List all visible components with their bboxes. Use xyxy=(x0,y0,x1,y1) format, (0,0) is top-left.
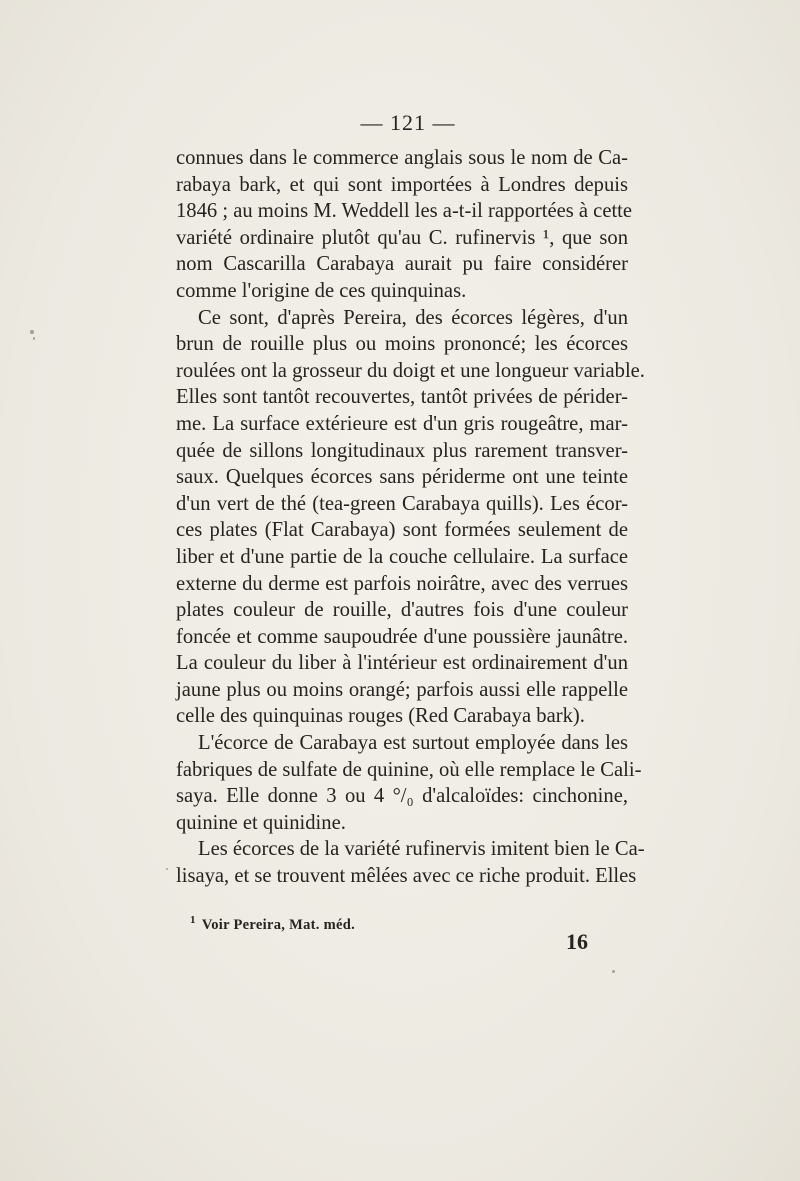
paper-speck xyxy=(612,970,615,973)
footnote-number: 1 xyxy=(190,914,196,926)
text-line: liber et d'une partie de la couche cellulaire. La surface xyxy=(176,545,628,568)
text-line: celle des quinquinas rouges (Red Carabaya bark). xyxy=(176,705,585,728)
paper-speck xyxy=(30,330,34,334)
text-line: quée de sillons longitudinaux plus rarement transver- xyxy=(176,439,628,462)
text-line: foncée et comme saupoudrée d'une poussière jaunâtre. xyxy=(176,625,628,648)
text-line: jaune plus ou moins orangé; parfois aussi elle rappelle xyxy=(176,678,628,701)
paragraph-start-line: L'écorce de Carabaya est surtout employée dans les xyxy=(198,732,628,755)
signature-mark: 16 xyxy=(566,929,588,954)
text-line: fabriques de sulfate de quinine, où elle remplace le Cali- xyxy=(176,758,642,781)
text-line: saux. Quelques écorces sans périderme ont une teinte xyxy=(176,466,628,489)
text-line: 1846 ; au moins M. Weddell les a-t-il rapportées à cette xyxy=(176,200,633,223)
footnote xyxy=(190,914,355,934)
paragraph-start-line: Ce sont, d'après Pereira, des écorces légères, d'un xyxy=(198,306,628,329)
paper-speck xyxy=(33,337,35,340)
text-line: saya. Elle donne 3 ou 4 °/₀ d'alcaloïdes: cinchonine, xyxy=(176,785,628,808)
text-line: La couleur du liber à l'intérieur est ordinairement d'un xyxy=(176,652,628,675)
text-line: me. La surface extérieure est d'un gris rougeâtre, mar- xyxy=(176,412,628,435)
text-line: variété ordinaire plutôt qu'au C. rufinervis ¹, que son xyxy=(176,226,628,249)
text-line: lisaya, et se trouvent mêlées avec ce riche produit. Elles xyxy=(176,865,637,888)
body-text xyxy=(176,145,645,890)
text-line: quinine et quinidine. xyxy=(176,811,346,834)
text-line: nom Cascarilla Carabaya aurait pu faire considérer xyxy=(176,253,628,276)
text-line: d'un vert de thé (tea-green Carabaya quills). Les écor- xyxy=(176,492,628,515)
text-line: ces plates (Flat Carabaya) sont formées seulement de xyxy=(176,519,628,542)
page-number-header: — 121 — xyxy=(360,110,456,135)
text-line: comme l'origine de ces quinquinas. xyxy=(176,279,467,302)
text-line: brun de rouille plus ou moins prononcé; les écorces xyxy=(176,333,628,356)
text-line: externe du derme est parfois noirâtre, avec des verrues xyxy=(176,572,628,595)
text-line: rabaya bark, et qui sont importées à Londres depuis xyxy=(176,173,628,196)
text-line: plates couleur de rouille, d'autres fois d'une couleur xyxy=(176,599,628,622)
text-line: roulées ont la grosseur du doigt et une longueur variable. xyxy=(176,359,645,382)
text-line: Elles sont tantôt recouvertes, tantôt privées de périder- xyxy=(176,386,628,409)
footnote-text: Voir Pereira, Mat. méd. xyxy=(201,916,356,933)
paragraph-start-line: Les écorces de la variété rufinervis imitent bien le Ca- xyxy=(198,838,645,861)
text-line: connues dans le commerce anglais sous le nom de Ca- xyxy=(176,147,628,169)
paper-speck xyxy=(166,868,168,870)
